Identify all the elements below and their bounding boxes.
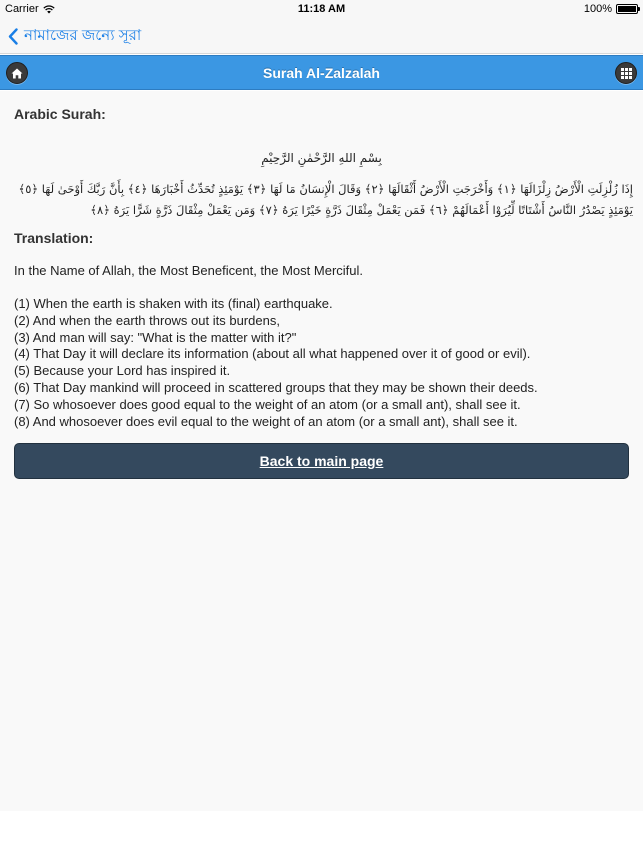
page-title: Surah Al-Zalzalah xyxy=(263,65,380,81)
back-to-main-button[interactable]: Back to main page xyxy=(14,443,629,479)
battery-percent: 100% xyxy=(583,3,612,15)
back-button-label: নামাজের জন্যে সূরা xyxy=(24,27,142,44)
clock: 11:18 AM xyxy=(297,3,346,15)
surah-content xyxy=(0,91,643,811)
verse-item: (6) That Day mankind will proceed in scattered groups that they may be shown their deeds. xyxy=(14,379,538,395)
grid-menu-button[interactable] xyxy=(615,62,637,84)
verse-list xyxy=(14,296,538,430)
verse-item: (5) Because your Lord has inspired it. xyxy=(14,363,231,379)
carrier-label: Carrier xyxy=(5,3,39,15)
verse-item: (8) And whosoever does evil equal to the weight of an atom (or a small ant), shall see it. xyxy=(14,413,518,429)
verse-item: (3) And man will say: "What is the matter with it?" xyxy=(14,329,297,345)
footer-area xyxy=(0,811,643,857)
chevron-left-icon xyxy=(8,28,18,45)
header-bar xyxy=(0,55,643,90)
status-bar xyxy=(0,0,643,18)
arabic-surah-text: إِذَا زُلْزِلَتِ الْأَرْضُ زِلْزَالَهَا ﴿١﴾ وَأَخْرَجَتِ الْأَرْضُ أَثْقَالَهَا ﴿٢﴾ وَقَالَ الْإِنسَانُ مَا لَهَا ﴿٣﴾ يَوْمَئِذٍ تُحَدِّثُ أَخْبَارَهَا ﴿٤﴾ بِأَنَّ رَبَّكَ أَوْحَىٰ لَهَا ﴿٥﴾ يَوْمَئِذٍ يَصْدُرُ النَّاسُ أَشْتَاتًا لِّيُرَوْا أَعْمَالَهُمْ ﴿٦﴾ فَمَن يَعْمَلْ مِثْقَالَ ذَرَّةٍ خَيْرًا يَرَهُ ﴿٧﴾ وَمَن يَعْمَلْ مِثْقَالَ ذَرَّةٍ شَرًّا يَرَهُ ﴿٨﴾ xyxy=(18,182,633,217)
translation-intro: In the Name of Allah, the Most Beneficent, the Most Merciful. xyxy=(14,263,364,278)
verse-item: (4) That Day it will declare its information (about all what happened over it of good or evil). xyxy=(14,346,531,362)
verse-item: (1) When the earth is shaken with its (final) earthquake. xyxy=(14,296,333,311)
back-button[interactable] xyxy=(8,24,141,49)
verse-item: (7) So whosoever does good equal to the weight of an atom (or a small ant), shall see it. xyxy=(14,396,521,412)
battery-icon xyxy=(616,4,638,14)
battery-status xyxy=(584,3,638,15)
bismillah-text: بِسْمِ اللهِ الرَّحْمٰنِ الرَّحِيْمِ xyxy=(261,151,382,165)
grid-icon xyxy=(621,68,632,79)
translation-heading: Translation: xyxy=(14,230,94,246)
navigation-bar xyxy=(0,18,643,54)
arabic-surah-heading: Arabic Surah: xyxy=(14,106,106,122)
verse-item: (2) And when the earth throws out its burdens, xyxy=(14,312,280,328)
